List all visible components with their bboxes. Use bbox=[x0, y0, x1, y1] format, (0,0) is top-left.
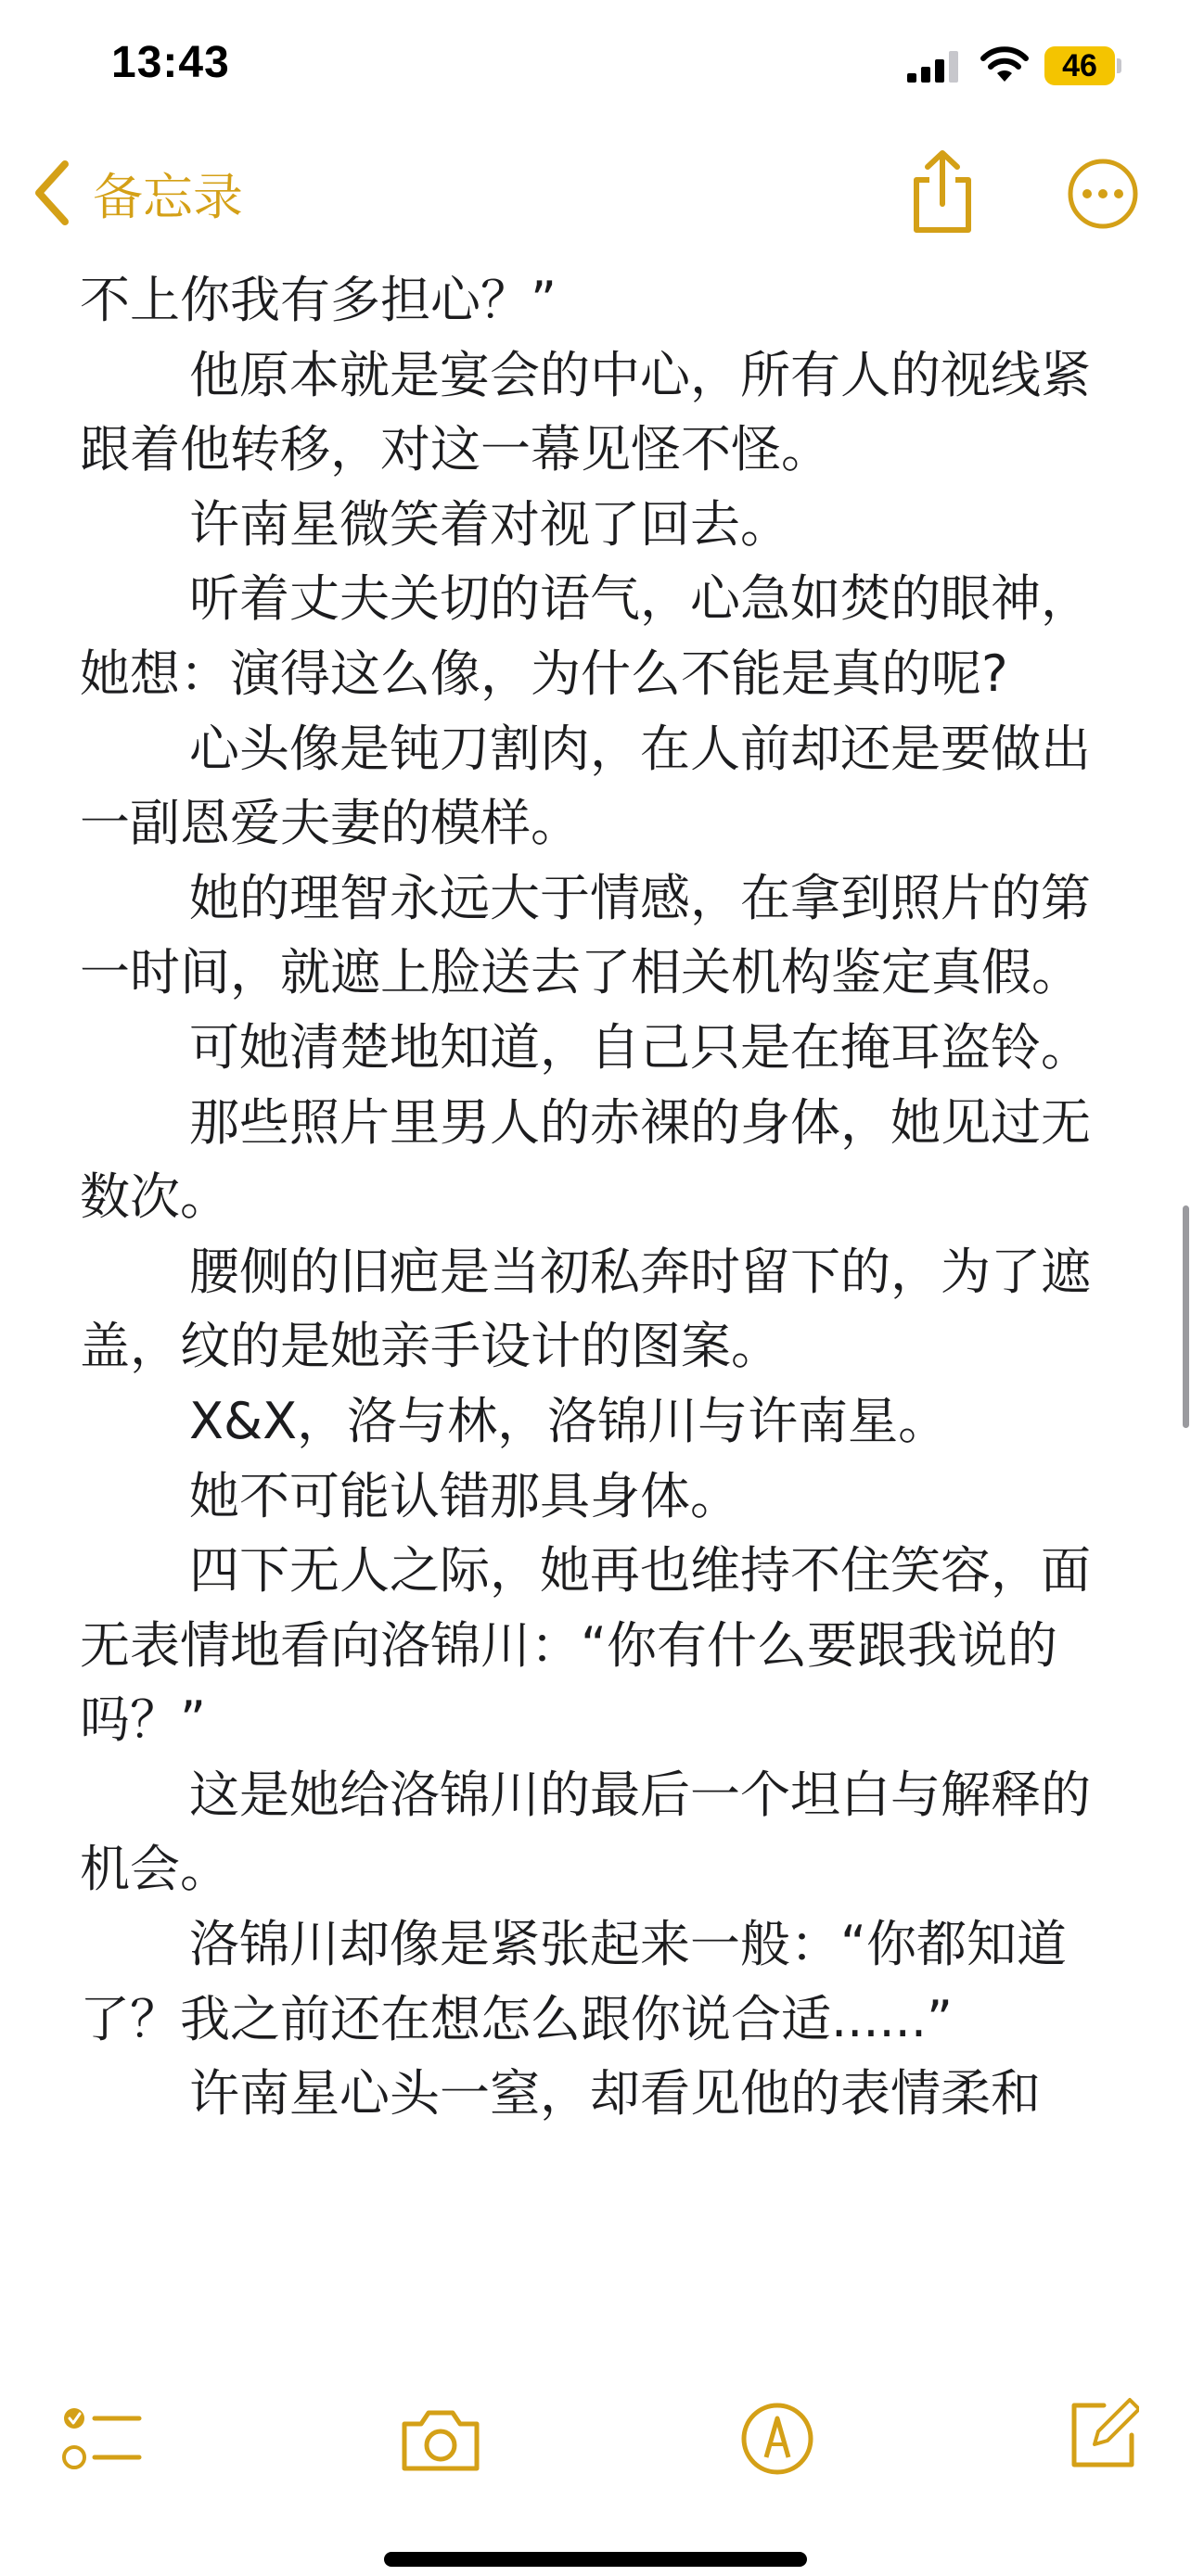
status-bar bbox=[0, 0, 1191, 130]
battery-indicator bbox=[1044, 46, 1115, 85]
chevron-left-icon bbox=[32, 159, 74, 227]
home-indicator[interactable] bbox=[384, 2552, 807, 2567]
back-button[interactable] bbox=[32, 156, 243, 230]
note-paragraph: 洛锦川却像是紧张起来一般：“你都知道了？我之前还在想怎么跟你说合适......” bbox=[80, 1915, 1067, 2048]
note-paragraph: 那些照片里男人的赤裸的身体，她见过无数次。 bbox=[80, 1092, 1091, 1227]
note-paragraph: 这是她给洛锦川的最后一个坦白与解释的机会。 bbox=[80, 1765, 1091, 1899]
note-paragraph: 许南星心头一窒，却看见他的表情柔和 bbox=[189, 2064, 1041, 2123]
checklist-icon[interactable] bbox=[61, 2400, 143, 2478]
note-body[interactable] bbox=[80, 263, 1119, 2132]
note-paragraph: 心头像是钝刀割肉，在人前却还是要做出一副恩爱夫妻的模样。 bbox=[80, 719, 1091, 853]
camera-icon[interactable] bbox=[397, 2405, 484, 2474]
note-paragraph: X&X，洛与林，洛锦川与许南星。 bbox=[189, 1391, 949, 1450]
note-paragraph: 他原本就是宴会的中心，所有人的视线紧跟着他转移，对这一幕见怪不怪。 bbox=[80, 345, 1091, 479]
note-paragraph: 她不可能认错那具身体。 bbox=[189, 1466, 740, 1525]
note-paragraph: 四下无人之际，她再也维持不住笑容，面无表情地看向洛锦川：“你有什么要跟我说的吗？” bbox=[80, 1541, 1091, 1750]
status-time: 13:43 bbox=[111, 38, 230, 87]
battery-level: 46 bbox=[1062, 47, 1097, 83]
back-button-label: 备忘录 bbox=[93, 167, 243, 226]
share-icon[interactable] bbox=[905, 148, 980, 236]
note-paragraph: 许南星微笑着对视了回去。 bbox=[189, 494, 790, 554]
navigation-bar bbox=[0, 139, 1191, 250]
note-paragraph: 她的理智永远大于情感，在拿到照片的第一时间，就遮上脸送去了相关机构鉴定真假。 bbox=[80, 868, 1091, 1002]
markup-pen-icon[interactable] bbox=[740, 2400, 814, 2478]
scroll-indicator[interactable] bbox=[1183, 1205, 1189, 1428]
wifi-icon bbox=[980, 46, 1030, 83]
bottom-toolbar bbox=[0, 2346, 1191, 2576]
ellipsis-circle-icon[interactable] bbox=[1067, 158, 1139, 230]
note-paragraph: 可她清楚地知道，自己只是在掩耳盗铃。 bbox=[189, 1017, 1091, 1077]
note-paragraph: 不上你我有多担心？” bbox=[80, 271, 557, 329]
battery-cap bbox=[1117, 58, 1121, 73]
cellular-signal-icon bbox=[907, 51, 959, 83]
compose-icon[interactable] bbox=[1067, 2396, 1139, 2470]
note-paragraph: 腰侧的旧疤是当初私奔时留下的，为了遮盖，纹的是她亲手设计的图案。 bbox=[80, 1242, 1091, 1376]
note-paragraph: 听着丈夫关切的语气，心急如焚的眼神，她想：演得这么像，为什么不能是真的呢? bbox=[80, 569, 1091, 703]
